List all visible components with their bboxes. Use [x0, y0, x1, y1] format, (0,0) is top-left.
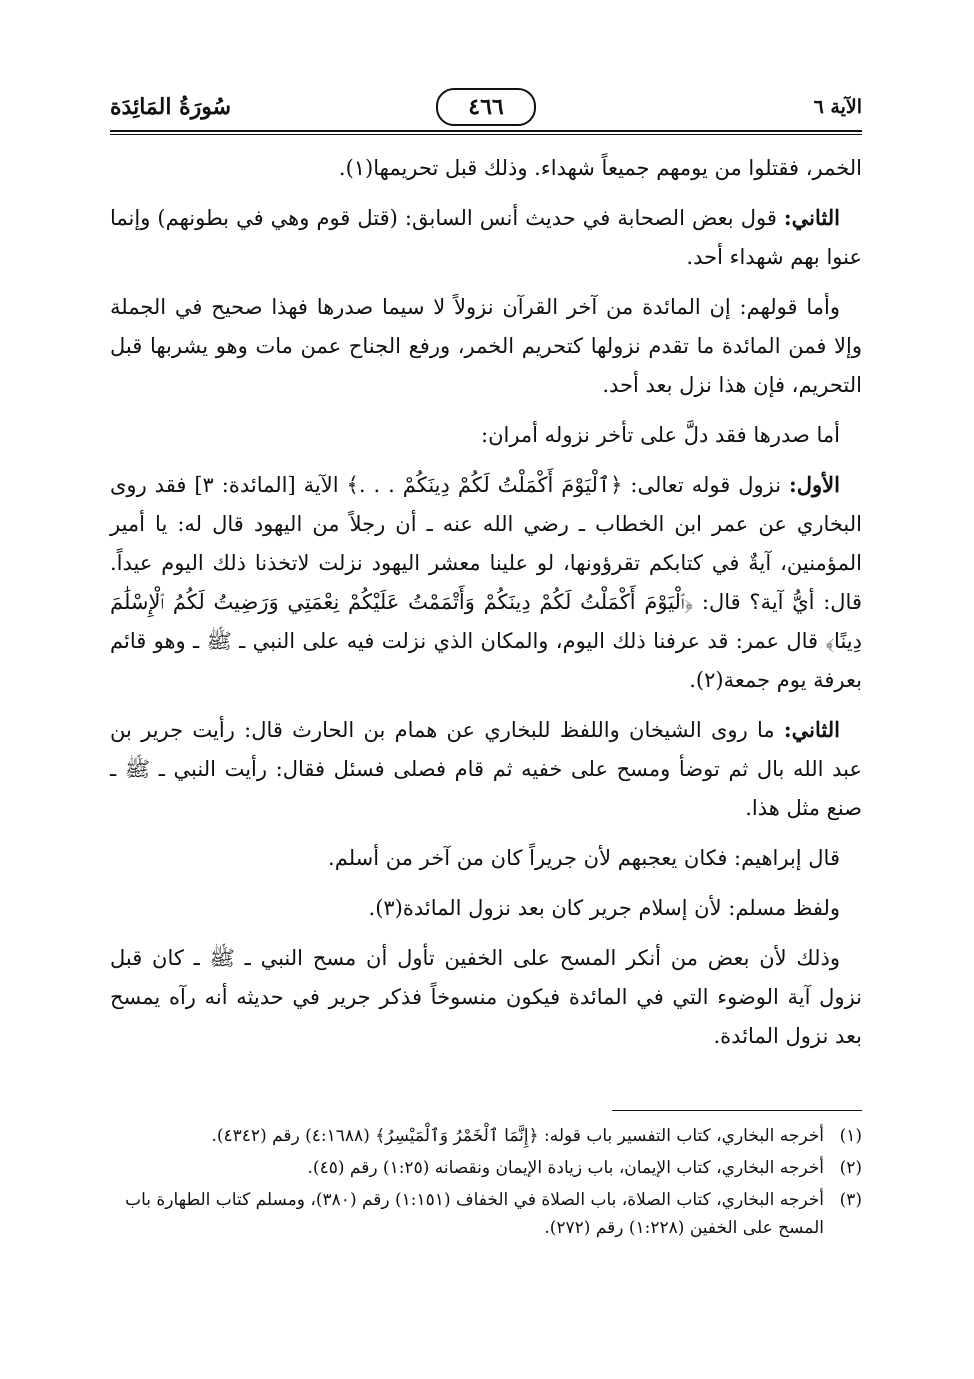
- page-number: ٤٦٦: [436, 88, 536, 126]
- footnotes: [110, 1122, 862, 1246]
- paragraph: [110, 465, 862, 700]
- paragraph-text: وذلك لأن بعض من أنكر المسح على الخفين تأول أن مسح النبي ـ ﷺ ـ كان قبل نزول آية الوضوء التي في المائدة فيكون منسوخاً فذكر جرير في حديثه أنه رآه يمسح بعد نزول المائدة.: [110, 946, 862, 1048]
- paragraph-text: ما روى الشيخان واللفظ للبخاري عن همام بن الحارث قال: رأيت جرير بن عبد الله بال ثم توضأ ومسح على خفيه ثم قام فصلى فسئل فقال: رأيت النبي ـ ﷺ ـ صنع مثل هذا.: [110, 718, 862, 820]
- paragraph-text: أما صدرها فقد دلَّ على تأخر نزوله أمران:: [481, 423, 840, 447]
- footnote-text: أخرجه البخاري، كتاب الإيمان، باب زيادة الإيمان ونقصانه (١:٢٥) رقم (٤٥).: [307, 1158, 824, 1178]
- footnote-number: (١): [839, 1126, 862, 1146]
- footnote-number: (٢): [839, 1158, 862, 1178]
- paragraph-text: قول بعض الصحابة في حديث أنس السابق: (قتل قوم وهي في بطونهم) وإنما عنوا بهم شهداء أحد.: [110, 206, 862, 269]
- ayah-label: الآية ٦: [813, 96, 862, 118]
- paragraph-lead: الثاني:: [783, 205, 840, 230]
- footnote-rule: [612, 1110, 862, 1111]
- main-text: [110, 148, 862, 1066]
- paragraph: [110, 938, 862, 1056]
- footnote-text: أخرجه البخاري، كتاب الصلاة، باب الصلاة في الخفاف (١:١٥١) رقم (٣٨٠)، ومسلم كتاب الطهارة باب المسح على الخفين (١:٢٢٨) رقم (٢٧٢).: [125, 1190, 824, 1238]
- header-rule: [110, 130, 862, 132]
- surah-title: سُورَةُ المَائِدَة: [110, 94, 232, 120]
- paragraph-text: نزول قوله تعالى: ﴿ٱلْيَوْمَ أَكْمَلْتُ لَكُمْ دِينَكُمْ . . .﴾ الآية [المائدة: ٣] فقد روى البخاري عن عمر ابن الخطاب ـ رضي الله عنه ـ أن رجلاً من اليهود قال له: يا أمير المؤمنين، آيةٌ في كتابكم تقرؤونها، لو علينا معشر اليهود نزلت لاتخذنا ذلك اليوم عيداً. قال: أيُّ آية؟ قال: ﴿ٱلْيَوْمَ أَكْمَلْتُ لَكُمْ دِينَكُمْ وَأَتْمَمْتُ عَلَيْكُمْ نِعْمَتِي وَرَضِيتُ لَكُمُ ٱلْإِسْلَٰمَ دِينًا﴾ قال عمر: قد عرفنا ذلك اليوم، والمكان الذي نزلت فيه على النبي ـ ﷺ ـ وهو قائم بعرفة يوم جمعة(٢).: [110, 473, 862, 692]
- paragraph: [110, 838, 862, 878]
- paragraph-lead: الثاني:: [783, 717, 840, 742]
- paragraph-text: وأما قولهم: إن المائدة من آخر القرآن نزولاً لا سيما صدرها فهذا صحيح في الجملة وإلا فمن المائدة ما تقدم نزولها كتحريم الخمر، ورفع الجناح عمن مات وهو يشربها قبل التحريم، فإن هذا نزل بعد أحد.: [110, 295, 862, 397]
- paragraph: [110, 710, 862, 828]
- paragraph: [110, 198, 862, 277]
- header-rule-thin: [110, 134, 862, 135]
- footnote: [110, 1154, 862, 1182]
- paragraph-text: ولفظ مسلم: لأن إسلام جرير كان بعد نزول المائدة(٣).: [368, 896, 840, 920]
- paragraph: [110, 888, 862, 928]
- paragraph: [110, 287, 862, 405]
- page-header: [110, 88, 862, 128]
- footnote-number: (٣): [839, 1190, 862, 1210]
- paragraph: [110, 415, 862, 455]
- paragraph-text: قال إبراهيم: فكان يعجبهم لأن جريراً كان من آخر من أسلم.: [328, 846, 840, 870]
- footnote: [110, 1122, 862, 1150]
- footnote: [110, 1186, 862, 1242]
- paragraph: [110, 148, 862, 188]
- paragraph-text: الخمر، فقتلوا من يومهم جميعاً شهداء. وذلك قبل تحريمها(١).: [338, 156, 862, 180]
- footnote-text: أخرجه البخاري، كتاب التفسير باب قوله: ﴿إِنَّمَا ٱلْخَمْرُ وَٱلْمَيْسِرُ﴾ (٤:١٦٨٨) رقم (٤٣٤٢).: [211, 1126, 824, 1146]
- paragraph-lead: الأول:: [789, 472, 840, 497]
